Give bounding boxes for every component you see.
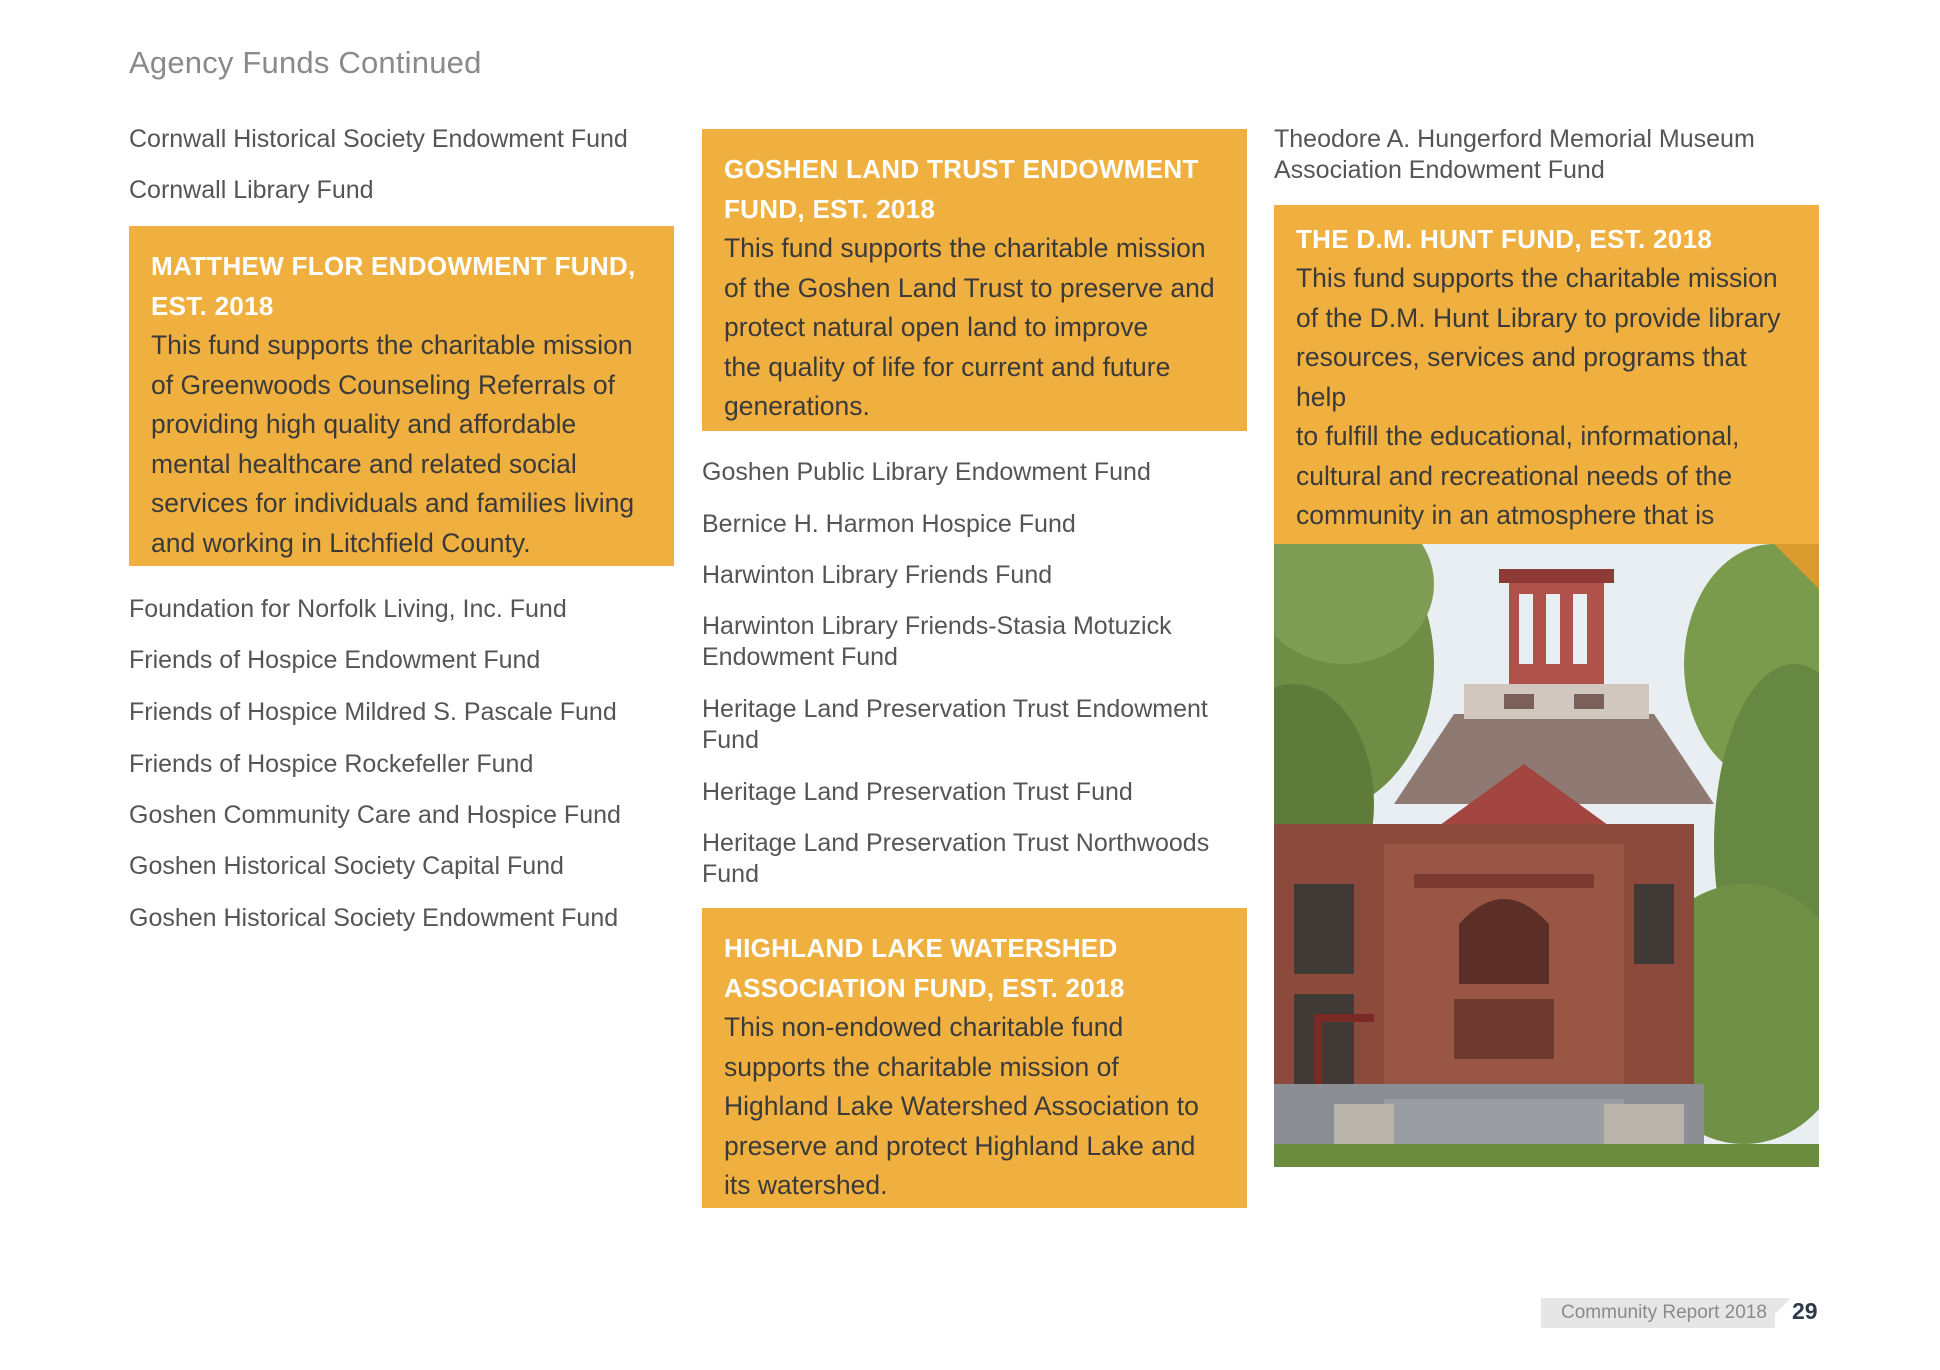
fund-item: Theodore A. Hungerford Memorial Museum — [1274, 125, 1755, 153]
box-text: the quality of life for current and future — [724, 351, 1171, 382]
box-text: supports the charitable mission of — [724, 1051, 1119, 1082]
footer-tab-corner — [1775, 1298, 1791, 1314]
fund-item: Heritage Land Preservation Trust Endowment — [702, 695, 1208, 723]
box-text: to fulfill the educational, informational, — [1296, 421, 1740, 451]
fund-item: Goshen Community Care and Hospice Fund — [129, 801, 621, 829]
fund-item: Heritage Land Preservation Trust Northwoods — [702, 829, 1210, 857]
box-text: services for individuals and families living — [151, 488, 635, 518]
page-number: 29 — [1792, 1298, 1818, 1324]
box-text: community in an atmosphere that is — [1296, 500, 1715, 530]
box-text: This non-endowed charitable fund — [724, 1012, 1124, 1042]
box-title: GOSHEN LAND TRUST ENDOWMENT — [724, 154, 1199, 184]
goshen-land-trust-fund-box — [702, 129, 1247, 431]
box-text: of the Goshen Land Trust to preserve and — [724, 272, 1215, 303]
box-text: This fund supports the charitable mission — [724, 233, 1206, 263]
box-title: THE D.M. HUNT FUND, EST. 2018 — [1296, 224, 1713, 254]
box-title: FUND, EST. 2018 — [724, 194, 936, 224]
fund-item: Fund — [702, 860, 759, 888]
fund-item: Goshen Public Library Endowment Fund — [702, 458, 1151, 486]
box-text: cultural and recreational needs of the — [1296, 460, 1733, 491]
box-text: This fund supports the charitable mission — [1296, 263, 1778, 293]
box-text: This fund supports the charitable mission — [151, 330, 633, 360]
fund-item: Cornwall Historical Society Endowment Fund — [129, 125, 628, 153]
matthew-flor-fund-box — [129, 226, 674, 566]
footer-report-label: Community Report 2018 — [1561, 1302, 1767, 1323]
fund-item: Bernice H. Harmon Hospice Fund — [702, 510, 1076, 538]
box-title: MATTHEW FLOR ENDOWMENT FUND, — [151, 251, 636, 281]
fund-item: Harwinton Library Friends Fund — [702, 561, 1053, 589]
box-text: of Greenwoods Counseling Referrals of — [151, 369, 615, 400]
library-building-photo — [1274, 544, 1819, 1167]
fund-item: Goshen Historical Society Endowment Fund — [129, 904, 619, 932]
page-heading: Agency Funds Continued — [129, 45, 482, 80]
box-text: providing high quality and affordable — [151, 409, 577, 439]
fund-item: Endowment Fund — [702, 643, 898, 671]
fund-item: Heritage Land Preservation Trust Fund — [702, 778, 1133, 806]
box-text: Highland Lake Watershed Association to — [724, 1091, 1199, 1121]
highland-lake-fund-box — [702, 908, 1247, 1208]
box-title: ASSOCIATION FUND, EST. 2018 — [724, 973, 1125, 1003]
box-text: of the D.M. Hunt Library to provide library — [1296, 302, 1781, 333]
fund-item: Association Endowment Fund — [1274, 156, 1605, 184]
box-title: EST. 2018 — [151, 291, 274, 321]
dm-hunt-fund-box — [1274, 205, 1819, 544]
fund-item: Goshen Historical Society Capital Fund — [129, 852, 564, 880]
box-text: its watershed. — [724, 1170, 888, 1200]
box-text: protect natural open land to improve — [724, 312, 1149, 342]
box-text: and working in Litchfield County. — [151, 527, 531, 558]
fund-item: Harwinton Library Friends-Stasia Motuzick — [702, 612, 1172, 640]
fund-item: Cornwall Library Fund — [129, 176, 374, 204]
fund-item: Friends of Hospice Endowment Fund — [129, 646, 541, 674]
box-text: preserve and protect Highland Lake and — [724, 1130, 1196, 1161]
fund-item: Fund — [702, 726, 759, 754]
fund-item: Friends of Hospice Mildred S. Pascale Fund — [129, 698, 617, 726]
box-text: mental healthcare and related social — [151, 448, 577, 479]
fund-item: Foundation for Norfolk Living, Inc. Fund — [129, 595, 567, 623]
fund-item: Friends of Hospice Rockefeller Fund — [129, 750, 534, 778]
box-text: resources, services and programs that help — [1296, 342, 1747, 412]
box-title: HIGHLAND LAKE WATERSHED — [724, 933, 1118, 963]
box-text: generations. — [724, 391, 870, 421]
